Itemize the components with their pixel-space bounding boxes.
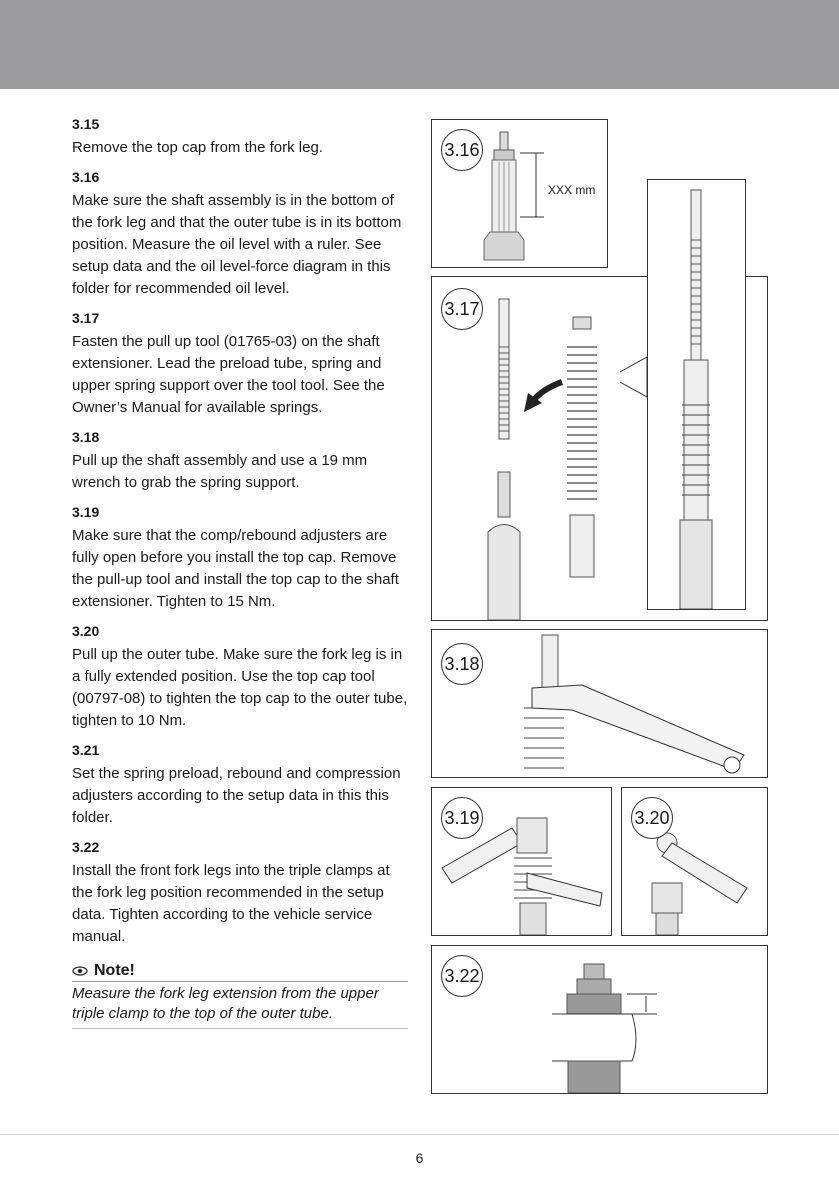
figure-label: 3.20 [631, 797, 673, 839]
triple-clamp-extension-illustration [432, 946, 767, 1093]
step-text: Set the spring preload, rebound and compression adjusters according to the setup data in this this folder. [72, 765, 401, 826]
step-3-22 [72, 837, 412, 948]
figure-3-22 [431, 945, 768, 1094]
note-heading [72, 962, 408, 982]
figure-label: 3.18 [441, 643, 483, 685]
eye-icon [72, 966, 88, 976]
figure-3-16 [431, 119, 608, 268]
step-number: 3.20 [72, 623, 100, 639]
step-3-15 [72, 114, 412, 159]
step-number: 3.21 [72, 742, 100, 758]
step-number: 3.16 [72, 169, 100, 185]
footer-divider [0, 1134, 839, 1135]
step-3-16 [72, 167, 412, 300]
page-number: 6 [415, 1150, 424, 1166]
step-number: 3.18 [72, 429, 100, 445]
figure-3-17-inset [647, 179, 746, 610]
step-3-19 [72, 502, 412, 613]
step-text: Fasten the pull up tool (01765-03) on the shaft extensioner. Lead the preload tube, spring and upper spring support over the tool tool. See the Owner’s Manual for available springs. [72, 333, 385, 416]
step-text: Remove the top cap from the fork leg. [72, 139, 323, 156]
figure-label: 3.17 [441, 288, 483, 330]
assembled-fork-inset [648, 180, 745, 609]
step-number: 3.17 [72, 310, 100, 326]
step-3-18 [72, 427, 412, 494]
measure-label: XXX mm [548, 183, 596, 197]
step-3-21 [72, 740, 412, 829]
figure-label: 3.19 [441, 797, 483, 839]
header-band [0, 0, 839, 89]
step-3-20 [72, 621, 412, 732]
step-text: Make sure the shaft assembly is in the bottom of the fork leg and that the outer tube is in its bottom position. Measure the oil level with a ruler. See setup data and the oil level-force diagram in this folder for recommended oil level. [72, 192, 402, 297]
step-text: Pull up the shaft assembly and use a 19 mm wrench to grab the spring support. [72, 452, 368, 491]
step-3-17 [72, 308, 412, 419]
note-text: Measure the fork leg extension from the upper triple clamp to the top of the outer tube. [72, 982, 408, 1029]
figure-3-19 [431, 787, 612, 936]
wrench-spring-support-illustration [432, 630, 767, 777]
figure-3-20 [621, 787, 768, 936]
step-text: Pull up the outer tube. Make sure the fork leg is in a fully extended position. Use the top cap tool (00797-08) to tighten the top cap to the outer tube, tighten to 10 Nm. [72, 646, 408, 729]
note-title: Note! [94, 962, 135, 979]
step-number: 3.19 [72, 504, 100, 520]
note-box [72, 962, 412, 1029]
figure-label: 3.22 [441, 955, 483, 997]
step-number: 3.22 [72, 839, 100, 855]
step-text: Install the front fork legs into the triple clamps at the fork leg position recommended in the setup data. Tighten according to the vehicle service manual. [72, 862, 390, 945]
instructions-column [72, 114, 412, 1029]
step-number: 3.15 [72, 116, 100, 132]
figure-3-18 [431, 629, 768, 778]
figure-label: 3.16 [441, 129, 483, 171]
step-text: Make sure that the comp/rebound adjusters are fully open before you install the top cap. Remove the pull-up tool and install the top cap to the shaft extensioner. Tighten to 15 Nm. [72, 527, 399, 610]
